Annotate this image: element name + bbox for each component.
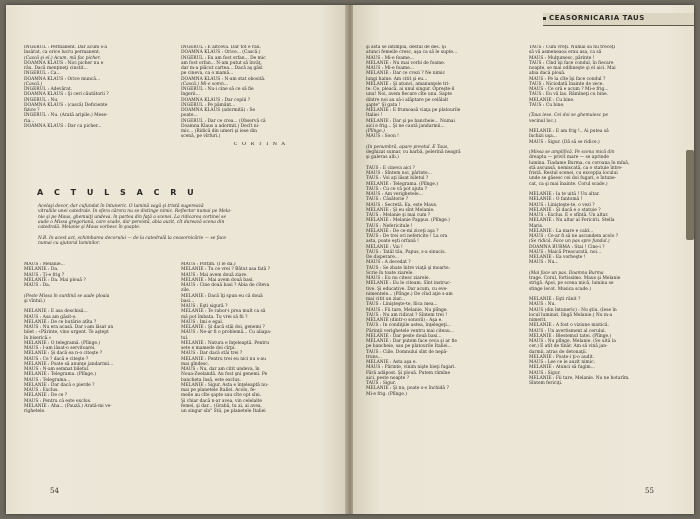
text-line: Acelaşi decor, dar cufundat în întuneric. O lumină vagă şi tristă sugerează [38, 204, 204, 209]
text-line: pe bancheie, sau pe platourile Italiei... [366, 344, 452, 350]
text-line: MELANIE : A fost o viziune mistică. [529, 323, 609, 329]
text-line: DOAMNA BURMA : Stai ! Cine-i ? [529, 244, 605, 250]
text-line: INGERUL : Nu. [24, 97, 59, 103]
text-line: unu! Noi, avem fiecare cîte unu. Sapte [366, 92, 452, 98]
text-line: lumina. Tiadame Burma, cu coroana în mînă, [529, 160, 630, 166]
text-line: MELANIE : Eşti rănit ? [529, 297, 581, 302]
text-line: MELANIE : Ia te uită ! Un altar. [529, 192, 600, 197]
text-line: TAUS : Cu ce vă pot ajuta ? [366, 186, 427, 192]
text-line: INGERUL : Nu-i cine să ce să fie [181, 87, 254, 92]
text-line: MAUS : Linişteşte-te, o vezi ? [529, 202, 595, 208]
text-line: TAUS : Melanie şi mai cum ? [366, 213, 431, 218]
text-line: trage. Corul, fortissimo. Maus şi Melanie [529, 276, 621, 281]
running-header [543, 13, 694, 26]
text-line: N.B. In acest act, schimbarea decorului — de la catedrală la ceasornicărie — se face [38, 235, 226, 241]
book-spread [6, 5, 694, 514]
text-line: INGERUL : Pe pământ... [181, 102, 236, 108]
text-line: MELANIE : O fantomă ! [529, 197, 583, 203]
text-line: femei, şi dar... (Grabă, tu ai, ai avea, [181, 403, 262, 409]
text-line: MELANIE : Şi dacă e o statuie ? [529, 207, 601, 213]
text-line: Sîntem fericiţi. [529, 381, 563, 386]
text-line: MAUS : N-am semnat biletul. [24, 367, 90, 372]
text-line: MAUS : Nu... [529, 260, 559, 266]
text-line: MELANIE : De ce-mi ziceţi aşa ? [366, 228, 439, 234]
text-line: şi galeras alb.) [366, 155, 399, 161]
text-line: INGERUL : Ca... [24, 71, 61, 77]
text-line: îngerii... [181, 92, 200, 98]
left-page-column-4 [181, 262, 339, 414]
text-line: MAUS : Secretă. Ea, este Maus. [366, 202, 438, 208]
text-line: MAUS : Am verighetele... [366, 192, 423, 197]
text-line: nie şi pe Maus, ghemuiţi undeva. în partea din faţă a scenei. La ridicarea cortinei se [38, 214, 227, 220]
text-line: MELANIE : Dar dacă o pierde ? [24, 382, 95, 388]
text-line: MAUS (din întuneric) : Nu ştiu. (Iese în [529, 307, 617, 313]
left-page-column-3 [24, 262, 174, 414]
text-line: MAUS : Un avertisment al cerului. [529, 328, 606, 334]
text-line: mă pot îmbata. Tu vrei să fii ? [181, 314, 248, 320]
left-page [6, 5, 347, 514]
text-line: TAUS : Căsătorie ? [366, 197, 408, 203]
text-line: MAUS : Nu. [529, 302, 556, 308]
text-line: fristă. Restul scenei, cu excepţia locului [529, 171, 618, 176]
text-line: cat, ca şi mai înainte. Corul scade.) [529, 181, 608, 187]
text-line: MELANIE : Poate-i ţi-o audit. [529, 354, 595, 360]
text-line: în biserică.» [24, 335, 52, 341]
right-page-number: 55 [645, 487, 654, 495]
text-line: aici, peste noapte ? [366, 375, 410, 381]
text-line: MAUS : Mulţumesc, părinte ! [529, 55, 595, 61]
act-title: A C T U L S A C R U [37, 188, 198, 197]
text-line: (Cască şi el.) Acum, mă fac picher. [24, 55, 101, 61]
text-line: TAUS : Voi aţi lăsat biletul ? [366, 176, 429, 182]
text-line: TAUS : Ciile. Domnului sînt de nepă- [366, 349, 448, 355]
text-line: MAUS : I-am lăsat-o servitoarei. [24, 346, 96, 351]
text-line: mic... (Ridică din umeri şi iese din [181, 129, 257, 134]
text-line: MAUS : Soon ! [366, 134, 399, 140]
left-page-column-2 [181, 45, 339, 140]
text-line: MELANIE : E frumoasă viaţa pe platourile [366, 108, 461, 113]
text-line: am fost orfan... N-am putut să învăţ, [181, 60, 262, 66]
right-page [353, 5, 694, 514]
text-line: MAUS : Mi-e foame... [366, 66, 414, 71]
text-line: să vă asmeneaoa erau asa, ca să [529, 50, 602, 56]
text-line: MELANIE : Şi atunci, amanunţele tri- [366, 81, 450, 87]
text-line: dreapta — privit mare — se aprinde [529, 155, 609, 161]
text-line: şi vîntul.) [24, 298, 45, 304]
left-page-number: 54 [50, 487, 59, 495]
text-line: MAUS : Sîntem noi, părinte... [366, 171, 432, 176]
text-line: DOAMNA KLAUS : Nici picher nu e [24, 60, 104, 66]
text-line: MAUS : Imi e egal. [181, 319, 224, 325]
text-line: TAUS : Se zbate între viaţă şi moarte. [366, 265, 451, 271]
text-line: MELANIE : Da. [24, 267, 59, 273]
stage-direction [38, 204, 231, 246]
text-line: MAUS : Părinte, vinim nişte bieţi fugari. [366, 365, 456, 371]
text-line: MAUS : Cine două basi ? Abia de cîteva [181, 283, 270, 288]
text-line: DOAMNA KLAUS (adormită) : Se [181, 108, 256, 113]
text-line: mai pe planetele Italiei. Acolo, fe- [181, 388, 256, 393]
text-line: MAUS : Nu, dar am citit undeva, în [181, 367, 260, 372]
text-line: MELANIE : Te rabor-i prea mult ca să [181, 309, 266, 315]
text-line: Noua-Zeelandă. Au fost şni genemi. Pe [181, 372, 268, 378]
text-line: zile. [181, 288, 191, 294]
text-line: dintre noi au să-i alăptare pe celălalt [366, 97, 449, 103]
text-line: aude o Missa gregoriană, care scade, dar persistă, abia auzit, cît durează scena din [38, 219, 225, 225]
text-line: meile au cîte şapte sau cîte opt sîni. [181, 393, 262, 399]
text-line: MAUS : Sigur. [529, 370, 561, 376]
text-line: MELANIE : Tu ce vrei ? Bătut asa fată ? [181, 267, 271, 273]
text-line: MELANIE : Şi dacă stăi doi, genemi ? [181, 325, 265, 330]
text-line: MELANIE : E asa deschisă... [24, 309, 88, 315]
text-line: MELANIE : Blestemul tatei. (Plînge.) [529, 333, 612, 339]
text-line: MAUS : Da. [24, 283, 51, 288]
text-line: Scrie în toate ziarele. [366, 270, 414, 276]
text-line: MAUS : Nu era acasă. Dar i-am lăsat un [24, 325, 114, 330]
text-line: închizi uşa... [529, 134, 557, 140]
text-line: MELANIE : Dar peste două basi... [366, 333, 442, 339]
text-line: MELANIE : La mare e cald... [529, 228, 594, 234]
text-line: INGERUL : Dar ce crea... (Observă că [181, 118, 266, 124]
text-line: rău. Dacă menţineţi cinstit... [24, 66, 88, 71]
right-page-column-1 [366, 45, 521, 397]
page-edge-shadow [686, 150, 694, 240]
running-title: CEASORNICARIA TAUS [549, 14, 645, 22]
text-line: TAUS : Cu bine. [529, 102, 565, 108]
text-line: MELANIE : De ce butărie atîta ? [24, 319, 97, 325]
text-line: MAUS : Mai avem două ziare. [181, 272, 248, 278]
text-line: ria... [24, 118, 35, 124]
text-line: MELANIE : Nu altar al Fericirii. Stella [529, 218, 615, 224]
text-line: INGERUL : E altceva. Dar tot e rău. [181, 45, 261, 50]
text-line: MELANIE : Eu le citeam. Sînt instruc- [366, 281, 451, 287]
text-line: lungi haine. Am citit şi eu... [366, 76, 428, 82]
text-line: scenă, pe vîrfuri.) [181, 134, 221, 140]
text-line: MAUS : Ce oră e acum ? Mi-e frig... [529, 87, 609, 92]
text-line: MAUS : Eşti sigură ? [181, 304, 228, 309]
text-line: DOAMNA KLAUS : Orice muncă... [24, 76, 101, 82]
text-line: (Taus iese. Cei doi se ghemuiesc pe [529, 113, 609, 119]
text-line: (Se ridică. Face un pas spre fundal.) [529, 239, 610, 245]
text-line: MELANIE : Sigur. Asta e înţeleaptă nu- [181, 382, 269, 388]
text-line: MELANIE : Telegrama. (Plînge.) [24, 372, 96, 378]
text-line: MAUS : A decedat ? [366, 260, 411, 266]
text-line: MAUS : Exclus. E o sfîntă. Un altar. [529, 213, 609, 218]
text-line: DOAMNA KLAUS : Dar ca picher... [24, 123, 102, 129]
text-line: MELANIE : Vai ! [366, 244, 403, 250]
text-line: poate... [181, 113, 198, 119]
left-page-column-1 [24, 45, 174, 129]
text-line: MELANIE : Şi dacă ea n-o citeşte ? [24, 351, 103, 357]
text-line: unde se găsesc cei doi fugari, e întune- [529, 176, 617, 182]
text-line: Maris. [529, 223, 544, 229]
text-line: MAUS : Sigur. (Dă să se ridice.) [529, 139, 600, 145]
text-line: tul. [181, 335, 189, 341]
text-line: TAUS : Linişteşte-te, fiica mea... [366, 302, 438, 308]
text-line: vitraliile unei catedrale. In sfera cărora nu se distinge nimic. Reflector numai pe Mela- [38, 209, 232, 215]
text-line: INGERUL : Adevărat. [24, 87, 73, 92]
text-line: TAUS : De trei ori nefericite ! La ora [366, 234, 448, 239]
text-line: şi asta se întîmplă, destul de des. Şi [366, 45, 446, 50]
text-line: MELANIE : Natura e înţeleaptă. Pentru [181, 340, 270, 346]
text-line: TAUS : In condiţiile astea, înţelegeţi... [366, 323, 451, 329]
text-line: (Mai face un pas. Doamna Burma [529, 270, 604, 276]
text-line: atunci femeile cresc, aşa ca să le supte... [366, 50, 458, 56]
text-line: righetele. [24, 409, 46, 414]
text-line: dar m-a plăcut cartea... Dacă aş găsi [181, 66, 263, 71]
text-line: INGERUL : Permanent. Dar acum s-a [24, 45, 107, 50]
text-line: MAUS : Asa am găsit-o. [24, 314, 77, 320]
text-line: DOAMNA KLAUS : Dar copiii ? [181, 97, 251, 103]
text-line: MAUS : Ce ? dacă e citeşte ? [24, 356, 89, 362]
cortina-label: C O R T I N A [233, 142, 287, 147]
text-line: MELANIE : Atunci să fugim... [529, 365, 595, 371]
text-line: sete e mamede doi cîrpi. [181, 346, 236, 351]
text-line: strigă. Apoi, pe scena mică, lumina se [529, 281, 614, 287]
text-line: nimerit. [529, 318, 547, 323]
text-line: MAUS : Poftim. (I le dă.) [181, 262, 236, 267]
text-line: MELANIE : Ea vorbeşte ! [529, 255, 586, 260]
text-line: vecinul loc.) [529, 118, 557, 124]
text-line: catedrală. Melanie şi Maus vorbesc în şoapte. [38, 225, 141, 230]
text-line: te. Ce, pleacă, ai unul singur. Opreşte-il [366, 87, 455, 92]
text-line: MELANIE : Dar şi pe bancheie... Numai [366, 118, 455, 124]
right-page-column-2 [529, 45, 687, 386]
text-line: MELANIE : Dar putem face ceva şi ar fie [366, 339, 457, 344]
text-line: DOAMNA KLAUS : (cască) Deficiente [24, 102, 108, 108]
text-line: MAUS : Melanie... [24, 262, 65, 267]
text-line: şapte" Şi gata ! [366, 102, 401, 108]
text-line: MELANIE : Şi nu, poate s-o închidă ? [366, 386, 449, 392]
text-line: asta, poate eşti orfană ! [366, 239, 419, 245]
text-line: TAUS : Eu vă las. Rămîneţi cu bine. [529, 92, 609, 98]
text-line: MAUS : Pentru că este exclus. [24, 398, 92, 404]
text-line: TAUS : E cineva aici ? [366, 165, 415, 171]
text-line: basi... [181, 298, 195, 304]
text-line: deghizat sumar, cu barbă, pelerină neagră [366, 150, 461, 155]
header-bullet-icon [543, 17, 546, 20]
text-line: nimentele... (Plînge.) De cînd aţie s-am [366, 291, 453, 297]
text-line: MAUS : Dar dacă stăi trei ? [181, 351, 243, 357]
text-line: Mi-e frig. (Plînge.) [366, 391, 407, 397]
text-line: MELANIE : Dacă îţi spun eu că două [181, 293, 263, 299]
text-line: fizice ? [24, 108, 40, 113]
text-line: TAUS : Nefericitule ! [366, 223, 413, 229]
text-line: bancheta însă, este exclus. [181, 377, 241, 383]
text-line: pe cineva, ca o mamă... [181, 71, 234, 77]
text-line: TAUS : Tatăl tău, Papus, s-a sinucis. [366, 249, 446, 255]
text-line: MAUS : Ne-ar fi o problemă... Cu aliapa- [181, 330, 272, 336]
text-line: MAUS : Telegrama... [24, 377, 71, 383]
text-line: aici e frig... Şi ne caută jandarmii... [366, 123, 445, 129]
text-line: tive. Şi educative. Dar acum, cu eve- [366, 286, 448, 292]
text-line: MELANIE : Pentru trei eu nici nu s-au [181, 356, 266, 362]
text-line: MAUS : Nu plînge, Melanie. (Se uită la [529, 339, 616, 344]
text-line: De disperare... [366, 255, 399, 260]
text-line: (Cască.) Mi-e somn... [181, 81, 228, 87]
text-line: MELANIE : Telegrama. (Plînge.) [366, 181, 438, 187]
text-line: stinge lecot. Musica scade.) [529, 286, 592, 292]
text-line: MELANIE : Cu bine. [529, 97, 575, 103]
text-line: MAUS : Lee ce le auzit nimic. [529, 360, 595, 365]
text-line: locul luminat, lîngă Melanie.) Nu m-a [529, 312, 613, 318]
text-line: (In penumbră, apare preotul. E Taus, [366, 144, 449, 150]
text-line: MAUS : Pe la cîte îşi face condul ? [529, 76, 606, 82]
text-line: Italiei ! [366, 113, 383, 119]
text-line: cer.) E atît de tînăr. Am să vină jan- [529, 344, 608, 350]
text-line: MELANIE : Nu mai vorbi de foame. [366, 60, 446, 66]
text-line: MELANIE : Asta aşa e. [366, 360, 417, 365]
text-line: INGERUL : Nu. (Arată aripile.) Mese- [24, 113, 108, 119]
text-line: MAUS : Maică Preacurată, noi... [529, 249, 602, 255]
text-line: MAUS : Ţi-e frig ? [24, 272, 65, 278]
text-line: DOAMNA KLAUS : Şi ceri căutătorii ? [24, 92, 109, 98]
text-line: MAUS : Fii tare, Melanie. Nu plînge. [366, 307, 448, 313]
text-line: noapte, se mai odihneşte şi el aici. Mai [529, 66, 616, 71]
text-line: TAUS : Sigur. [366, 381, 396, 386]
text-line: MAUS : Eu nu citesc ziarele. [366, 276, 430, 281]
text-line: abia dacă plouă. [529, 71, 566, 77]
text-line: DOAMNA KLAUS : N-am stat obosită. [181, 76, 266, 82]
text-line: (Cască.) [24, 81, 43, 87]
text-line: Părinţii verighetele ventru mai citeau... [366, 328, 454, 334]
text-line: Şi chiar dacă n-ar avea, vin celelalte [181, 398, 262, 404]
text-line: MELANIE : E am frig !.. Ai putea să [529, 129, 609, 134]
text-line: MELANIE : Fii tare, Melanie. Nu ne hotarîm. [529, 375, 630, 381]
text-line: Doamna Klaus a adormit.) Decît ni- [181, 123, 260, 129]
text-line: MELANIE : Da. Mai plouă ? [24, 277, 86, 283]
text-line: bilet : «Părinte, vino urgent. Te aştept [24, 330, 109, 336]
text-line: un singur sîn" Stii, pe planetele Italiei [181, 409, 266, 414]
text-line: MELANIE : Aha... (Pauză.) Arată-mi ve- [24, 403, 112, 409]
text-line: INGERUL : Eu am fost orfan... De mic [181, 55, 266, 61]
text-line: darmii, atras de detonaţii. [529, 349, 588, 355]
text-line: (Missa se amplifică. Pe scena mică din [529, 150, 615, 155]
text-line: DOAMNA KLAUS : Orice... (Cască.) [181, 50, 261, 56]
text-line: TAUS : Cînd îşi face condul, în fiecare [529, 60, 614, 66]
text-line: TAUS : Cum vreţi. Numai să nu treceţi [529, 45, 615, 50]
text-line: MELANIE : Şi eu sînt Melanie. [366, 207, 435, 213]
text-line: truns... [366, 354, 382, 360]
text-line: stă ascunsă, nemiscată, ca o statuie între- [529, 165, 623, 171]
text-line: TAUS : Nu am ridicat ? Sîntem trei ! [366, 312, 447, 318]
text-line: (Peste Missa în surdină se aude ploaia [24, 293, 110, 299]
text-line: MAUS : Exclus. [24, 388, 59, 393]
text-line: MELANIE : Dar ce crezi ? Ne nimic [366, 71, 446, 77]
text-line: MELANIE : Melanie Pappus. (Plînge.) [366, 218, 450, 224]
text-line: MELANIE : Mai avem două basi. [181, 277, 254, 283]
text-line: MELANIE (dintr-o sonoră) : Aşa e. [366, 318, 443, 323]
text-line: MAUS : Ce-ar fi să ne ascundem acolo ? [529, 234, 619, 239]
text-line: mai gîndesc. [181, 361, 210, 367]
text-line: TAUS : Niciodată înainte de zece. [529, 81, 604, 87]
text-line: MELANIE : De ce ? [24, 393, 68, 399]
text-line: numai cu ajutorul luminilor. [38, 240, 100, 246]
text-line: mai citit un ziar... [366, 297, 405, 302]
text-line: MELANIE : Poate să anunţe jandarmii... [24, 361, 114, 367]
text-line: Fără adăpost. Şi plouă. Putem rămîne [366, 370, 451, 376]
text-line: (Plînge.) [366, 129, 385, 134]
text-line: MELANIE : O telegramă. (Plînge.) [24, 340, 101, 346]
text-line: MAUS : Mi-e foame... [366, 55, 414, 61]
text-line: însărat, ca orice lucru permanent. [24, 50, 101, 56]
